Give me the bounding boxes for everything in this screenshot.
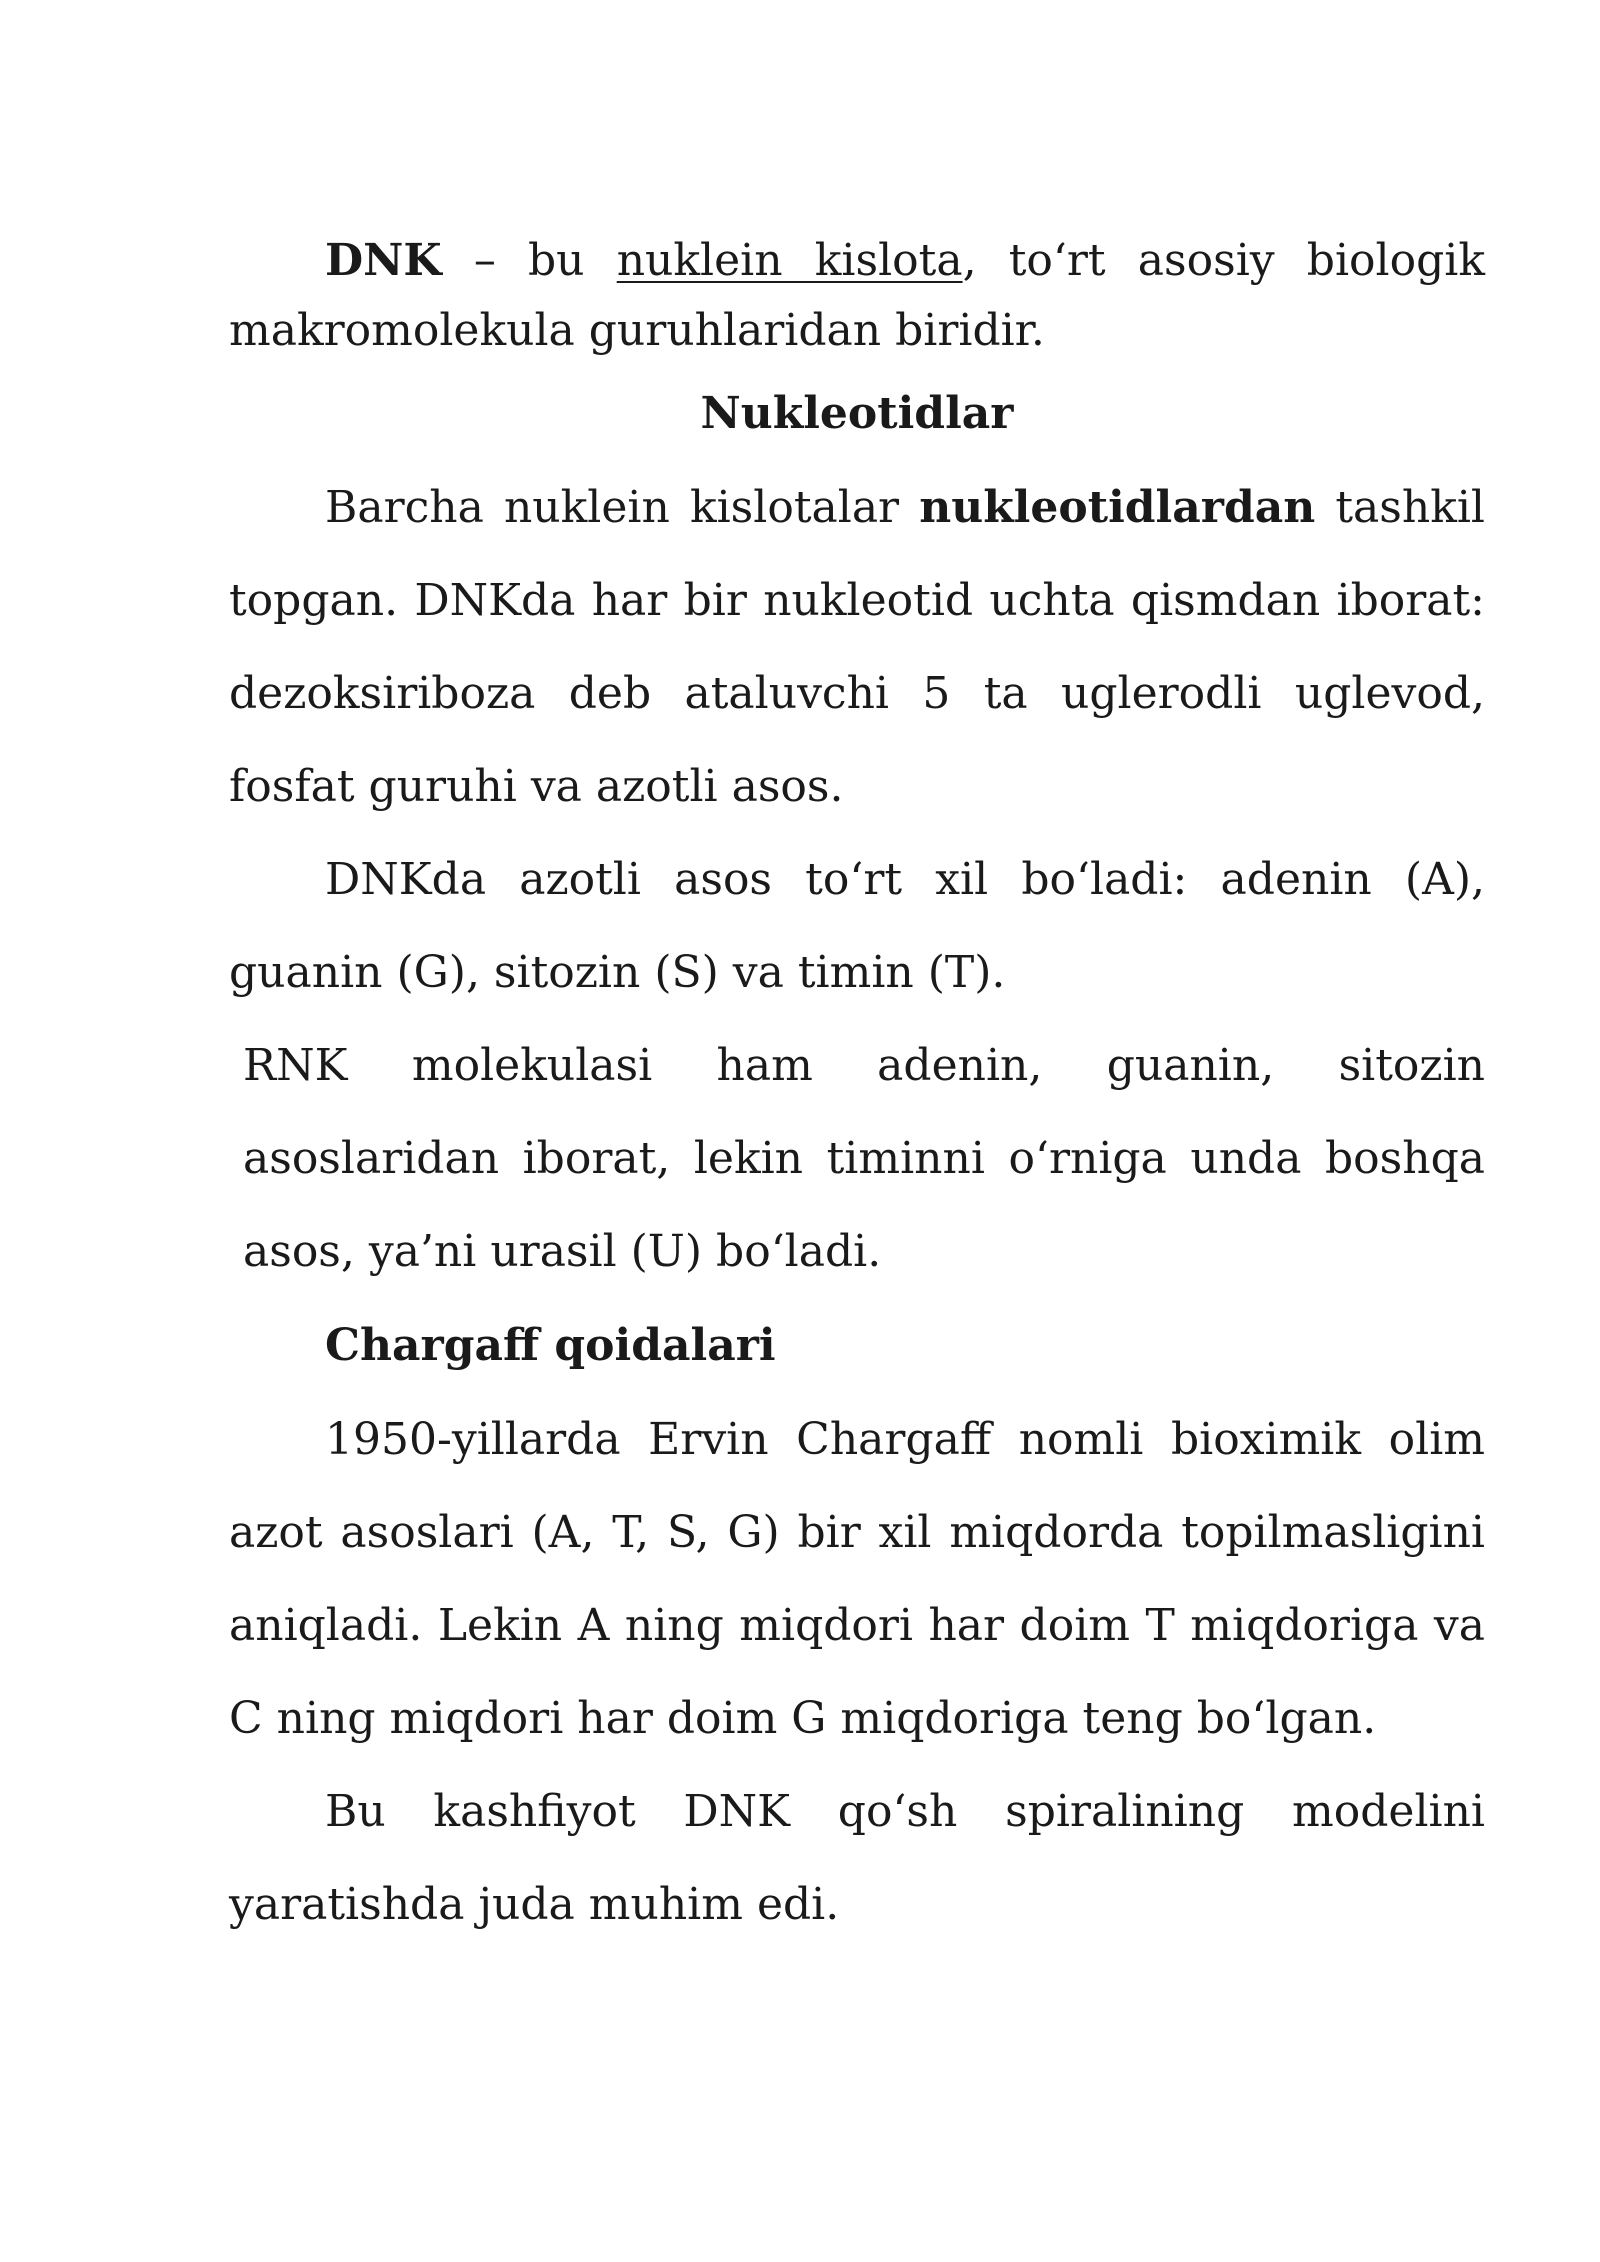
nuklein-kislota-link[interactable]: nuklein kislota xyxy=(616,235,963,286)
term-dnk: DNK xyxy=(325,235,442,286)
rnk-paragraph: RNK molekulasi ham adenin, guanin, sitozin asoslaridan iborat, lekin timinni o‘rniga unda boshqa asos, ya’ni urasil (U) bo‘ladi. xyxy=(243,1040,1485,1277)
nucleotides-paragraph xyxy=(229,461,1485,833)
para1-text-2: tashkil topgan. DNKda har bir nukleotid uchta qismdan iborat: dezoksiriboza deb ataluvchi 5 ta uglerodli uglevod, fosfat guruhi va azotli asos. xyxy=(229,482,1485,812)
para1-bold-term: nukleotidlardan xyxy=(919,482,1316,533)
heading-chargaff: Chargaff qoidalari xyxy=(325,1320,776,1371)
intro-text-2: , to‘rt asosiy biologik makromolekula guruhlaridan biridir. xyxy=(229,235,1486,356)
intro-text-1: – bu xyxy=(441,235,617,286)
document-body xyxy=(229,226,1485,1951)
heading-nukleotidlar: Nukleotidlar xyxy=(700,388,1014,439)
para1-text-1: Barcha nuklein kislotalar xyxy=(325,482,920,533)
conclusion-paragraph: Bu kashfiyot DNK qo‘sh spiralining modelini yaratishda juda muhim edi. xyxy=(229,1786,1485,1930)
chargaff-paragraph: 1950-yillarda Ervin Chargaff nomli bioximik olim azot asoslari (A, T, S, G) bir xil miqdorda topilmasligini aniqladi. Lekin A ning miqdori har doim T miqdoriga va C ning miqdori har doim G miqdoriga teng bo‘lgan. xyxy=(229,1414,1485,1744)
intro-paragraph xyxy=(229,226,1485,366)
bases-paragraph: DNKda azotli asos to‘rt xil bo‘ladi: adenin (A), guanin (G), sitozin (S) va timin (T). xyxy=(229,854,1485,998)
